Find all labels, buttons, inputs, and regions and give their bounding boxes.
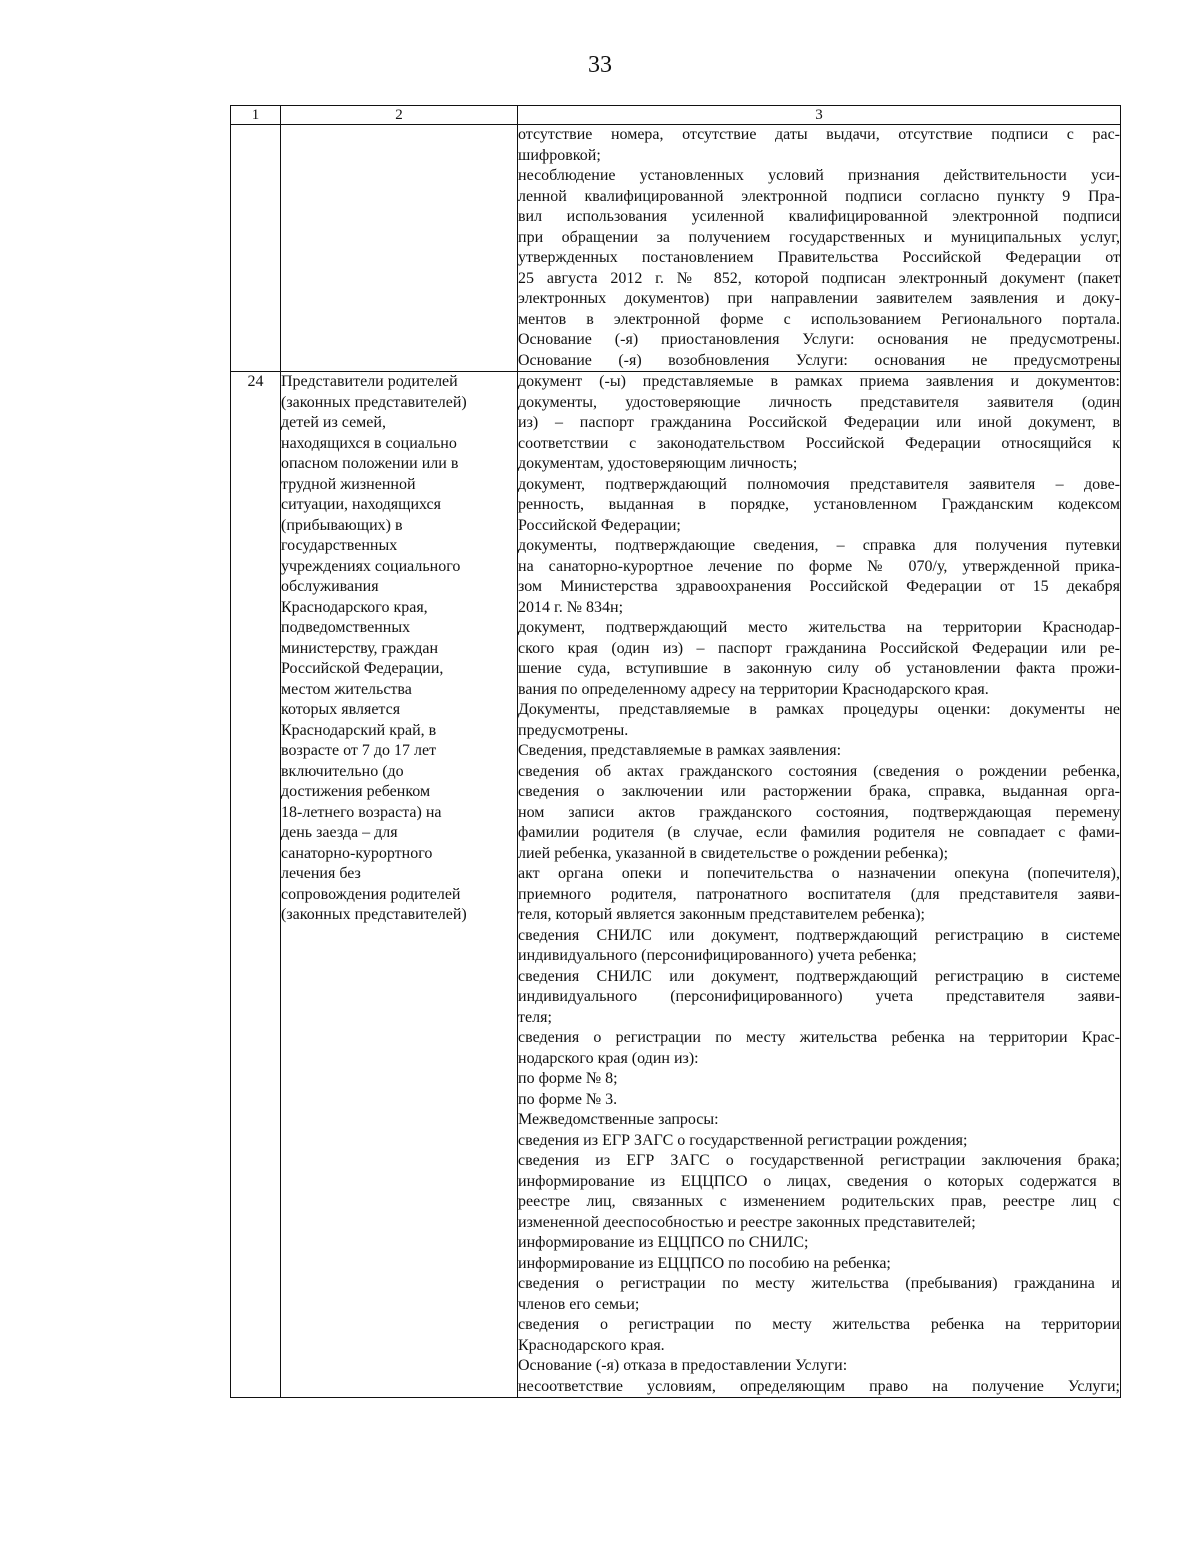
text-line: Основание (-я) отказа в предоставлении Услуги: <box>518 1357 848 1374</box>
text-line: Межведомственные запросы: <box>518 1111 719 1128</box>
row-number-cell: 24 <box>231 372 281 1398</box>
text-line: санаторно-курортного <box>281 844 433 862</box>
text-line: индивидуального (персонифицированного) учета представителя заяви- <box>518 988 1120 1005</box>
text-line: электронных документов) при направлении заявителем заявления и доку- <box>518 290 1120 307</box>
category-cell <box>281 125 518 372</box>
text-line: (законных представителей) <box>281 393 467 411</box>
table-row <box>231 125 1121 372</box>
text-line: документ, подтверждающий место жительства на территории Краснодар- <box>518 619 1120 636</box>
text-line: Российской Федерации; <box>518 516 681 534</box>
text-line: вания по определенному адресу на территории Краснодарского края. <box>518 680 989 698</box>
text-line: соответствии с законодательством Российской Федерации относящийся к <box>518 434 1120 452</box>
text-line: опасном положении или в <box>281 455 459 472</box>
row-number-cell <box>231 125 281 372</box>
text-line: теля; <box>518 1008 552 1026</box>
text-line: несоблюдение установленных условий признания действительности уси- <box>518 167 1120 184</box>
text-line: обслуживания <box>281 578 379 595</box>
table-row <box>231 372 1121 1398</box>
text-line: достижения ребенком <box>281 783 431 800</box>
text-line: вил использования усиленной квалифицированной электронной подписи <box>518 208 1120 225</box>
content-cell <box>518 125 1121 372</box>
text-line: документы, удостоверяющие личность представителя заявителя (один <box>518 393 1120 411</box>
text-line: по форме № 3. <box>518 1090 618 1108</box>
text-line: учреждениях социального <box>281 557 461 575</box>
text-line: из) – паспорт гражданина Российской Федерации или иной документ, в <box>518 414 1120 431</box>
table-header-row <box>231 106 1121 125</box>
page-number: 33 <box>588 52 612 78</box>
text-line: ном записи актов гражданского состояния, подтверждающая перемену <box>518 803 1120 821</box>
text-line: сведения из ЕГР ЗАГС о государственной регистрации заключения брака; <box>518 1152 1120 1169</box>
text-line: шифровкой; <box>518 146 601 164</box>
text-line: ситуации, находящихся <box>281 496 441 513</box>
text-line: местом жительства <box>281 680 412 698</box>
text-line: возрасте от 7 до 17 лет <box>281 742 437 759</box>
text-line: сопровождения родителей <box>281 885 461 903</box>
text-line: Документы, представляемые в рамках процедуры оценки: документы не <box>518 701 1120 718</box>
text-line: индивидуального (персонифицированного) учета ребенка; <box>518 947 917 964</box>
content-cell <box>518 372 1121 1398</box>
text-line: сведения о регистрации по месту жительства ребенка на территории Крас- <box>518 1029 1120 1046</box>
text-line: 18-летнего возраста) на <box>281 803 442 821</box>
text-line: реестре лиц, связанных с изменением родительских прав, реестре лиц с <box>518 1193 1120 1210</box>
column-header-1: 1 <box>231 106 281 125</box>
text-line: включительно (до <box>281 762 404 780</box>
text-line: сведения о заключении или расторжении брака, справка, выданная орга- <box>518 783 1120 800</box>
text-line: документы, подтверждающие сведения, – справка для получения путевки <box>518 537 1120 554</box>
services-table <box>230 105 1121 1398</box>
text-line: зом Министерства здравоохранения Российской Федерации от 15 декабря <box>518 578 1120 595</box>
text-line: Основание (-я) возобновления Услуги: основания не предусмотрены <box>518 351 1120 369</box>
text-line: сведения о регистрации по месту жительства ребенка на территории <box>518 1316 1120 1333</box>
text-line: сведения о регистрации по месту жительства (пребывания) гражданина и <box>518 1275 1120 1292</box>
text-line: по форме № 8; <box>518 1070 618 1087</box>
text-line: утвержденных постановлением Правительства Российской Федерации от <box>518 249 1120 266</box>
text-line: министерству, граждан <box>281 639 439 657</box>
text-line: информирование из ЕЦЦПСО по СНИЛС; <box>518 1234 809 1251</box>
text-line: лией ребенка, указанной в свидетельстве о рождении ребенка); <box>518 844 949 862</box>
text-line: Краснодарского края, <box>281 598 428 616</box>
text-line: находящихся в социально <box>281 434 457 452</box>
text-line: сведения СНИЛС или документ, подтверждающий регистрацию в системе <box>518 967 1120 985</box>
text-line: сведения из ЕГР ЗАГС о государственной регистрации рождения; <box>518 1131 968 1149</box>
text-line: сведения об актах гражданского состояния (сведения о рождении ребенка, <box>518 762 1120 780</box>
column-header-2: 2 <box>281 106 518 125</box>
text-line: Представители родителей <box>281 373 458 390</box>
text-line: трудной жизненной <box>281 475 416 493</box>
text-line: государственных <box>281 537 398 554</box>
text-line: сведения СНИЛС или документ, подтверждающий регистрацию в системе <box>518 926 1120 944</box>
text-line: измененной дееспособностью и реестре законных представителей; <box>518 1213 976 1231</box>
text-line: акт органа опеки и попечительства о назначении опекуна (попечителя), <box>518 865 1120 882</box>
text-line: информирование из ЕЦЦПСО о лицах, сведения о которых содержатся в <box>518 1172 1120 1190</box>
text-line: ментов в электронной форме с использованием Регионального портала. <box>518 310 1120 328</box>
text-line: ренность, выданная в порядке, установленном Гражданским кодексом <box>518 496 1120 513</box>
text-line: 25 августа 2012 г. № 852, которой подписан электронный документ (пакет <box>518 269 1120 287</box>
text-line: Краснодарский край, в <box>281 721 437 739</box>
text-line: ского края (один из) – паспорт гражданина Российской Федерации или ре- <box>518 639 1120 657</box>
text-line: Краснодарского края. <box>518 1336 665 1354</box>
text-line: нодарского края (один из): <box>518 1049 699 1067</box>
text-line: которых является <box>281 701 401 718</box>
text-line: приемного родителя, патронатного воспитателя (для представителя заяви- <box>518 885 1120 903</box>
column-header-3: 3 <box>518 106 1121 125</box>
text-line: день заезда – для <box>281 824 398 841</box>
text-line: документ (-ы) представляемые в рамках приема заявления и документов: <box>518 373 1120 390</box>
text-line: 2014 г. № 834н; <box>518 598 624 616</box>
text-line: членов его семьи; <box>518 1295 640 1313</box>
text-line: Сведения, представляемые в рамках заявления: <box>518 742 842 759</box>
text-line: теля, который является законным представителем ребенка); <box>518 906 925 923</box>
text-line: подведомственных <box>281 619 411 636</box>
text-line: Основание (-я) приостановления Услуги: основания не предусмотрены. <box>518 331 1120 348</box>
text-line: шение суда, вступившие в законную силу об установлении факта прожи- <box>518 660 1120 677</box>
text-line: Российской Федерации, <box>281 660 444 677</box>
text-line: документам, удостоверяющим личность; <box>518 455 798 472</box>
category-cell <box>281 372 518 1398</box>
text-line: отсутствие номера, отсутствие даты выдачи, отсутствие подписи с рас- <box>518 126 1120 143</box>
text-line: при обращении за получением государственных и муниципальных услуг, <box>518 228 1120 246</box>
text-line: (законных представителей) <box>281 906 467 923</box>
text-line: предусмотрены. <box>518 721 629 739</box>
text-line: несоответствие условиям, определяющим право на получение Услуги; <box>518 1377 1120 1395</box>
text-line: лечения без <box>281 865 361 882</box>
text-line: ленной квалифицированной электронной подписи согласно пункту 9 Пра- <box>518 187 1120 205</box>
text-line: на санаторно-курортное лечение по форме № 070/у, утвержденной прика- <box>518 557 1120 575</box>
text-line: (прибывающих) в <box>281 516 403 534</box>
text-line: документ, подтверждающий полномочия представителя заявителя – дове- <box>518 475 1120 493</box>
text-line: информирование из ЕЦЦПСО по пособию на ребенка; <box>518 1254 891 1272</box>
text-line: фамилии родителя (в случае, если фамилия родителя не совпадает с фами- <box>518 824 1120 841</box>
text-line: детей из семей, <box>281 414 386 431</box>
